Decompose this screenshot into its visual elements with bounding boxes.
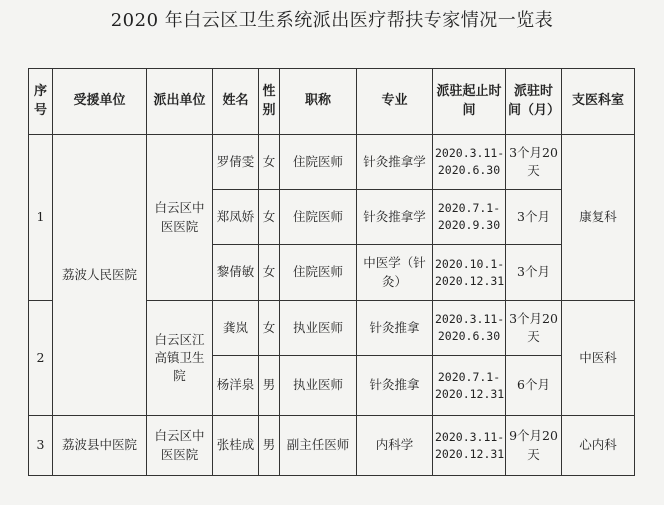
gender-cell: 男 xyxy=(259,416,280,476)
period-cell: 2020.3.11-2020.6.30 xyxy=(433,135,506,190)
header-gender: 性别 xyxy=(259,69,280,135)
header-period: 派驻起止时间 xyxy=(433,69,506,135)
expert-table xyxy=(28,68,635,476)
gender-cell: 女 xyxy=(259,135,280,190)
period-cell: 2020.7.1-2020.12.31 xyxy=(433,356,506,416)
sending-unit-cell: 白云区中医医院 xyxy=(147,135,213,301)
header-no: 序号 xyxy=(29,69,53,135)
name-cell: 黎倩敏 xyxy=(213,245,259,301)
header-duration: 派驻时间（月） xyxy=(506,69,562,135)
department-cell: 中医科 xyxy=(562,301,635,416)
header-title: 职称 xyxy=(280,69,357,135)
title-cell: 执业医师 xyxy=(280,301,357,356)
page-title: 2020 年白云区卫生系统派出医疗帮扶专家情况一览表 xyxy=(110,10,554,31)
name-cell: 龚岚 xyxy=(213,301,259,356)
table-row xyxy=(29,416,635,476)
department-cell: 康复科 xyxy=(562,135,635,301)
specialty-cell: 针灸推拿 xyxy=(357,356,433,416)
duration-cell: 3个月 xyxy=(506,245,562,301)
gender-cell: 男 xyxy=(259,356,280,416)
name-cell: 杨洋泉 xyxy=(213,356,259,416)
department-cell: 心内科 xyxy=(562,416,635,476)
gender-cell: 女 xyxy=(259,301,280,356)
period-cell: 2020.3.11-2020.12.31 xyxy=(433,416,506,476)
duration-cell: 3个月20天 xyxy=(506,135,562,190)
title-cell: 住院医师 xyxy=(280,190,357,245)
duration-cell: 3个月 xyxy=(506,190,562,245)
period-cell: 2020.3.11-2020.6.30 xyxy=(433,301,506,356)
host-unit-cell: 荔波人民医院 xyxy=(53,135,147,416)
title-cell: 住院医师 xyxy=(280,135,357,190)
specialty-cell: 针灸推拿学 xyxy=(357,135,433,190)
header-specialty: 专业 xyxy=(357,69,433,135)
gender-cell: 女 xyxy=(259,245,280,301)
period-cell: 2020.7.1-2020.9.30 xyxy=(433,190,506,245)
specialty-cell: 内科学 xyxy=(357,416,433,476)
group-no: 2 xyxy=(29,301,53,416)
host-unit-cell: 荔波县中医院 xyxy=(53,416,147,476)
header-name: 姓名 xyxy=(213,69,259,135)
title-cell: 副主任医师 xyxy=(280,416,357,476)
duration-cell: 9个月20天 xyxy=(506,416,562,476)
name-cell: 罗倩雯 xyxy=(213,135,259,190)
group-no: 3 xyxy=(29,416,53,476)
header-row xyxy=(29,69,635,135)
group-no: 1 xyxy=(29,135,53,301)
sending-unit-cell: 白云区江高镇卫生院 xyxy=(147,301,213,416)
specialty-cell: 针灸推拿学 xyxy=(357,190,433,245)
duration-cell: 3个月20天 xyxy=(506,301,562,356)
header-department: 支医科室 xyxy=(562,69,635,135)
title-cell: 执业医师 xyxy=(280,356,357,416)
sending-unit-cell: 白云区中医医院 xyxy=(147,416,213,476)
header-sending-unit: 派出单位 xyxy=(147,69,213,135)
specialty-cell: 针灸推拿 xyxy=(357,301,433,356)
name-cell: 郑凤娇 xyxy=(213,190,259,245)
specialty-cell: 中医学（针灸） xyxy=(357,245,433,301)
table-row xyxy=(29,135,635,190)
period-cell: 2020.10.1-2020.12.31 xyxy=(433,245,506,301)
gender-cell: 女 xyxy=(259,190,280,245)
title-cell: 住院医师 xyxy=(280,245,357,301)
duration-cell: 6个月 xyxy=(506,356,562,416)
header-host-unit: 受援单位 xyxy=(53,69,147,135)
name-cell: 张桂成 xyxy=(213,416,259,476)
